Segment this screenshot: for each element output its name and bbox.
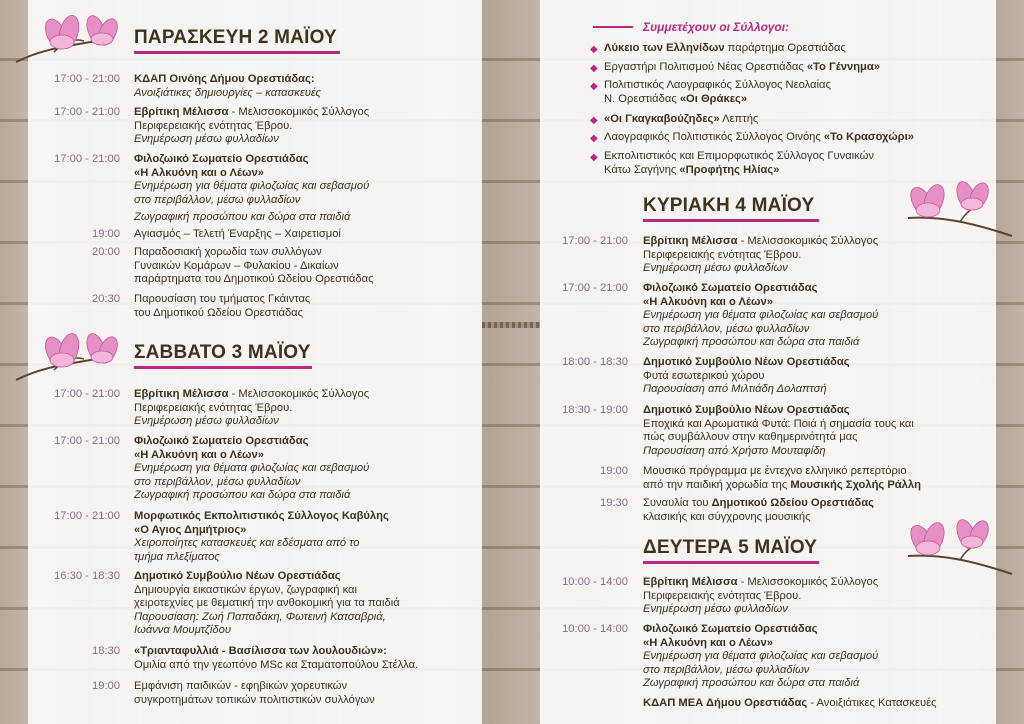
event-text: Εβρίτικη Μέλισσα	[134, 106, 229, 118]
day-title-monday: ΔΕΥΤΕΡΑ 5 ΜΑΪΟΥ	[643, 537, 818, 558]
magnolia-flower-icon	[14, 326, 124, 384]
magnolia-flower-icon	[14, 8, 124, 66]
club-text-part: Εργαστήρι Πολιτισμού Νέας Ορεστιάδας	[604, 61, 807, 73]
event-line	[643, 249, 801, 263]
event-text: Παρουσίαση από Χρήστο Μουταφίδη	[643, 444, 826, 457]
event-text: Περιφερειακής ενότητας Έβρου.	[134, 401, 293, 414]
event-line	[643, 497, 874, 511]
club-text-part: Ν. Ορεστιάδας	[604, 92, 680, 105]
event-line	[134, 476, 300, 490]
event-line	[643, 356, 850, 370]
event-text: Δημιουργία εικαστικών έργων, ζωγραφική και	[134, 583, 357, 596]
event-time: 17:00 - 21:00	[54, 106, 120, 118]
club-text-part: Λύκειο των Ελληνίδων	[604, 42, 725, 54]
event-text: «Η Αλκυόνη και ο Λέων»	[134, 166, 264, 179]
event-line	[134, 645, 387, 659]
event-line	[134, 194, 300, 208]
event-line	[643, 418, 914, 432]
event-time: 10:00 - 14:00	[562, 623, 628, 635]
event-text: Ζωγραφική προσώπου και δώρα στα παιδιά	[643, 677, 860, 690]
event-text: στο περιβάλλον, μέσω φυλλαδίων	[643, 322, 810, 335]
club-line	[604, 93, 831, 107]
event-text: Δημοτικό Συμβούλιο Νέων Ορεστιάδας	[643, 404, 850, 416]
clubs-heading-rule	[593, 26, 633, 28]
event-line	[643, 370, 765, 384]
day-underline	[643, 561, 819, 564]
event-time: 18:30	[92, 645, 120, 657]
event-text: Φιλοζωικό Σωματείο Ορεστιάδας	[643, 282, 818, 294]
event-line	[643, 431, 858, 445]
event-line	[134, 597, 400, 611]
event-line	[134, 133, 279, 147]
event-time: 19:30	[600, 497, 628, 509]
event-time: 17:00 - 21:00	[54, 388, 120, 400]
event-line	[643, 677, 859, 691]
event-text: Παρουσίαση του τμήματος Γκάιντας	[134, 293, 311, 305]
event-line	[643, 262, 788, 276]
event-line	[134, 551, 220, 565]
event-time: 19:00	[92, 228, 120, 240]
event-time: 20:30	[92, 293, 120, 305]
event-line	[643, 323, 809, 337]
event-line	[134, 388, 369, 402]
event-text: ΚΔΑΠ Οινόης Δήμου Ορεστιάδας:	[134, 73, 315, 85]
event-text: Ενημέρωση για θέματα φιλοζωίας και σεβασμού	[134, 180, 370, 193]
event-text: πώς συμβάλλουν στην καθημερινότητά μας	[643, 431, 858, 444]
event-line	[643, 235, 878, 249]
event-text: Δημοτικό Συμβούλιο Νέων Ορεστιάδας	[134, 570, 341, 582]
event-line	[643, 383, 827, 397]
clubs-heading: Συμμετέχουν οι Σύλλογοι:	[643, 20, 790, 34]
event-line	[134, 570, 341, 584]
event-line	[643, 637, 773, 651]
event-line	[134, 680, 347, 694]
event-line	[134, 524, 246, 538]
event-line	[134, 489, 350, 503]
event-time: 20:00	[92, 246, 120, 258]
event-text: Ενημέρωση μέσω φυλλαδίων	[643, 262, 788, 275]
event-text: Εμφάνιση παιδικών - εφηβικών χορευτικών	[134, 680, 348, 692]
club-line	[604, 150, 874, 164]
event-time: 17:00 - 21:00	[562, 282, 628, 294]
event-text: - Ανοιξιάτικες Κατασκευές	[807, 697, 937, 709]
event-text: Ενημέρωση για θέματα φιλοζωίας και σεβασμού	[643, 650, 879, 663]
event-line	[643, 650, 878, 664]
event-text: - Μελισσοκομικός Σύλλογος	[737, 576, 879, 588]
event-line	[134, 659, 418, 673]
event-text: Φιλοζωικό Σωματείο Ορεστιάδας	[643, 623, 818, 635]
event-text: Φιλοζωικό Σωματείο Ορεστιάδας	[134, 153, 309, 165]
club-text	[604, 113, 758, 127]
event-line	[134, 611, 386, 625]
diamond-bullet-icon: ◆	[590, 133, 598, 144]
club-text	[604, 131, 914, 145]
event-text: Εβρίτικη Μέλισσα	[134, 388, 229, 400]
diamond-bullet-icon: ◆	[590, 81, 598, 92]
event-text: στο περιβάλλον, μέσω φυλλαδίων	[134, 193, 301, 206]
event-line	[134, 228, 341, 242]
event-text: - Μελισσοκομικός Σύλλογος	[737, 235, 879, 247]
event-time: 17:00 - 21:00	[562, 235, 628, 247]
event-text: παράρτηματα του Δημοτικού Ωδείου Ορεστιάδας	[134, 273, 374, 286]
event-text: Περιφερειακής ενότητας Έβρου.	[643, 589, 802, 602]
event-text: Ζωγραφική προσώπου και δώρα στα παιδιά	[134, 211, 351, 223]
event-line	[643, 309, 878, 323]
event-text: Ζωγραφική προσώπου και δώρα στα παιδιά	[134, 489, 351, 502]
wood-seam	[482, 322, 540, 328]
event-text: Χειροποίητες κατασκευές και εδέσματα από το	[134, 537, 360, 550]
event-text: Ενημέρωση μέσω φυλλαδίων	[643, 603, 788, 616]
day-underline	[134, 51, 340, 54]
event-line	[643, 664, 809, 678]
club-line	[604, 113, 758, 127]
event-line	[134, 106, 369, 120]
event-line	[134, 293, 310, 307]
event-text: στο περιβάλλον, μέσω φυλλαδίων	[643, 663, 810, 676]
event-line	[643, 623, 817, 637]
diamond-bullet-icon: ◆	[590, 63, 598, 74]
event-line	[134, 211, 350, 225]
club-text-part: Λαογραφικός Πολιτιστικός Σύλλογος Οινόης	[604, 131, 824, 143]
club-text	[604, 61, 880, 75]
event-text: συγκροτημάτων τοπικών πολιτιστικών συλλόγων	[134, 693, 375, 706]
event-line	[643, 445, 826, 459]
day-title-saturday: ΣΑΒΒΑΤΟ 3 ΜΑΪΟΥ	[134, 342, 311, 363]
event-text: Φιλοζωικό Σωματείο Ορεστιάδας	[134, 435, 309, 447]
event-text: Μορφωτικός Εκπολιτιστικός Σύλλογος Καβύλης	[134, 510, 389, 522]
event-line	[134, 435, 308, 449]
club-line	[604, 164, 874, 178]
day-title-sunday: ΚΥΡΙΑΚΗ 4 ΜΑΪΟΥ	[643, 195, 815, 216]
club-text-part: «Οι Γκαγκαβούζηδες»	[604, 113, 720, 125]
event-text: Μουσικής Σχολής Ράλλη	[790, 478, 921, 491]
event-line	[134, 462, 369, 476]
diamond-bullet-icon: ◆	[590, 44, 598, 55]
event-time: 18:30 - 19:00	[562, 404, 628, 416]
event-line	[134, 273, 374, 287]
club-text-part: Κάτω Σαγήνης	[604, 163, 680, 176]
event-text: «Η Αλκυόνη και ο Λέων»	[134, 448, 264, 461]
event-text: Ομιλία από την γεωπόνο MSc κα Σταματοπούλου Στέλλα.	[134, 658, 419, 671]
event-text: - Μελισσοκομικός Σύλλογος	[228, 106, 370, 118]
event-line	[643, 590, 801, 604]
event-text: «Η Αλκυόνη και ο Λέων»	[643, 295, 773, 308]
event-line	[134, 307, 303, 321]
event-text: Αγιασμός – Τελετή Έναρξης – Χαιρετισμοί	[134, 228, 341, 240]
club-line	[604, 42, 846, 56]
event-text: Ζωγραφική προσώπου και δώρα στα παιδιά	[643, 336, 860, 349]
event-line	[643, 576, 878, 590]
diamond-bullet-icon: ◆	[590, 115, 598, 126]
event-time: 19:00	[600, 465, 628, 477]
event-line	[134, 694, 375, 708]
event-text: τμήμα πλεξίματος	[134, 550, 220, 563]
event-text: Εβρίτικη Μέλισσα	[643, 235, 738, 247]
event-line	[134, 260, 339, 274]
event-text: Φυτά εσωτερικού χώρου	[643, 369, 765, 382]
event-text: από την παιδική χορωδία της	[643, 478, 791, 491]
club-text-part: «Το Γέννημα»	[806, 61, 880, 73]
magnolia-flower-icon	[900, 178, 1015, 240]
event-line	[643, 511, 811, 525]
event-time: 17:00 - 21:00	[54, 435, 120, 447]
diamond-bullet-icon: ◆	[590, 152, 598, 163]
event-text: Παραδοσιακή χορωδία των συλλόγων	[134, 246, 322, 258]
event-text: Ενημέρωση μέσω φυλλαδίων	[134, 415, 279, 428]
event-line	[134, 584, 357, 598]
event-line	[134, 415, 279, 429]
event-line	[643, 603, 788, 617]
day-title-friday: ΠΑΡΑΣΚΕΥΗ 2 ΜΑΪΟΥ	[134, 27, 337, 48]
event-text: Παρουσίαση από Μιλτιάδη Δολαπτσή	[643, 383, 827, 396]
club-text-part: «Το Κρασοχώρι»	[823, 131, 914, 143]
event-text: Ενημέρωση για θέματα φιλοζωίας και σεβασμού	[134, 462, 370, 475]
event-text: Ανοιξιάτικες δημιουργίες – κατασκευές	[134, 86, 321, 99]
event-text: Συναυλία του	[643, 497, 712, 509]
event-text: «Τριανταφυλλιά - Βασίλισσα των λουλουδιών»:	[134, 645, 387, 657]
event-text: κλασικής και σύγχρονης μουσικής	[643, 510, 811, 523]
event-line	[643, 479, 921, 493]
club-text	[604, 42, 846, 56]
club-text-part: «Προφήτης Ηλίας»	[679, 163, 780, 176]
event-text: «Η Αλκυόνη και ο Λέων»	[643, 636, 773, 649]
club-text	[604, 79, 831, 106]
event-text: Παρουσίαση: Ζωή Παπαδάκη, Φωτεινή Κατσαβριά,	[134, 610, 386, 623]
day-underline	[134, 366, 312, 369]
event-text: Ενημέρωση μέσω φυλλαδίων	[134, 133, 279, 146]
event-line	[134, 167, 264, 181]
event-line	[643, 697, 937, 711]
event-text: στο περιβάλλον, μέσω φυλλαδίων	[134, 475, 301, 488]
club-text-part: Πολιτιστικός Λαογραφικός Σύλλογος Νεολαίας	[604, 79, 831, 91]
event-text: Ενημέρωση για θέματα φιλοζωίας και σεβασμού	[643, 309, 879, 322]
event-text: Ιωάννα Μουμτζίδου	[134, 624, 231, 637]
event-line	[643, 465, 907, 479]
magnolia-flower-icon	[900, 516, 1015, 578]
club-line	[604, 79, 831, 93]
event-time: 17:00 - 21:00	[54, 73, 120, 85]
event-text: χειροτεχνίες με θεματική την ανθοκομική για τα παιδιά	[134, 597, 400, 610]
club-text	[604, 150, 874, 177]
event-time: 17:00 - 21:00	[54, 153, 120, 165]
club-text-part: Λεπτής	[719, 113, 759, 125]
event-time: 10:00 - 14:00	[562, 576, 628, 588]
event-text: Εποχικά και Αρωματικά Φυτά: Ποιά ή σημασία τους και	[643, 417, 914, 430]
club-text-part: «Οι Θράκες»	[679, 92, 748, 105]
event-text: Δημοτικού Ωδείου Ορεστιάδας	[711, 497, 874, 509]
event-line	[134, 402, 292, 416]
event-time: 17:00 - 21:00	[54, 510, 120, 522]
club-line	[604, 61, 880, 75]
event-time: 19:00	[92, 680, 120, 692]
event-line	[643, 282, 817, 296]
event-text: - Μελισσοκομικός Σύλλογος	[228, 388, 370, 400]
event-line	[134, 153, 308, 167]
club-line	[604, 131, 914, 145]
day-underline	[643, 219, 819, 222]
event-line	[134, 624, 231, 638]
event-line	[134, 180, 369, 194]
event-text: Γυναικών Κομάρων – Φυλακίου - Δικαίων	[134, 259, 339, 272]
event-line	[134, 87, 321, 101]
event-line	[643, 404, 850, 418]
event-text: ΚΔΑΠ ΜΕΑ Δήμου Ορεστιάδας	[643, 697, 808, 709]
event-text: Περιφερειακής ενότητας Έβρου.	[134, 119, 293, 132]
event-text: «Ο Αγιος Δημήτριος»	[134, 523, 247, 536]
event-text: Δημοτικό Συμβούλιο Νέων Ορεστιάδας	[643, 356, 850, 368]
event-text: Περιφερειακής ενότητας Έβρου.	[643, 248, 802, 261]
event-time: 18:00 - 18:30	[562, 356, 628, 368]
event-text: Εβρίτικη Μέλισσα	[643, 576, 738, 588]
club-text-part: Εκπολιτιστικός και Επιμορφωτικός Σύλλογος Γυναικών	[604, 150, 874, 162]
event-line	[134, 246, 322, 260]
club-text-part: παράρτημα Ορεστιάδας	[724, 42, 846, 54]
event-line	[643, 336, 859, 350]
event-line	[134, 449, 264, 463]
event-line	[134, 120, 292, 134]
event-line	[643, 296, 773, 310]
event-line	[134, 537, 359, 551]
event-text: Μουσικό πρόγραμμα με έντεχνο ελληνικό ρεπερτόριο	[643, 465, 907, 477]
event-text: του Δημοτικού Ωδείου Ορεστιάδας	[134, 306, 304, 319]
event-time: 16:30 - 18:30	[54, 570, 120, 582]
event-line	[134, 510, 389, 524]
event-line	[134, 73, 315, 87]
